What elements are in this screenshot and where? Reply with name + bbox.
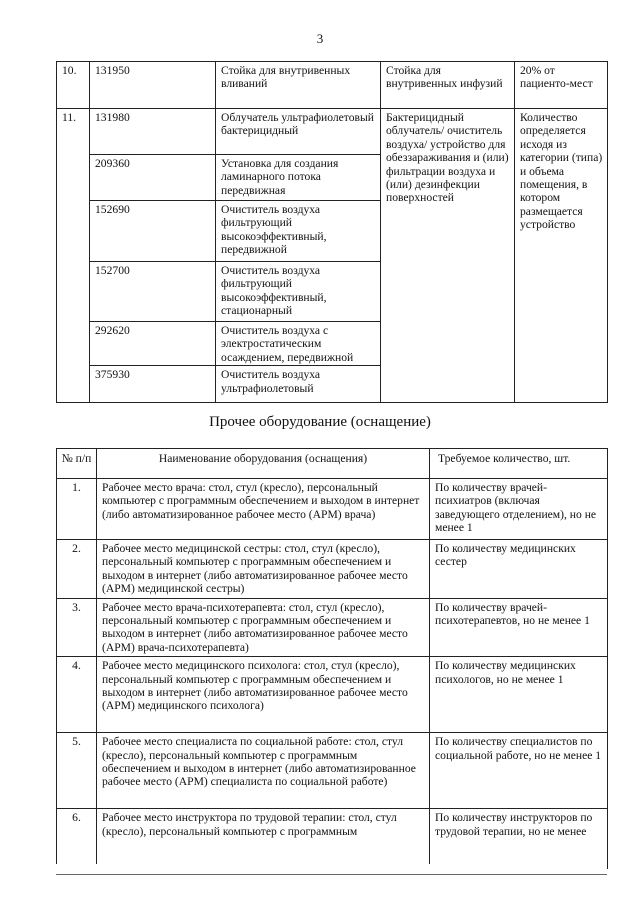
row-number: 2. (57, 540, 97, 599)
table-row (57, 109, 608, 155)
required-quantity: Количество определяется исходя из категории (типа) и объема помещения, в котором размещается устройство (515, 109, 608, 403)
row-number: 4. (57, 657, 97, 733)
required-quantity: По количеству врачей-психиатров (включая заведующего отделением), но не менее 1 (430, 479, 608, 540)
other-equipment-table (56, 448, 608, 869)
required-quantity: По количеству медицинских психологов, но не менее 1 (430, 657, 608, 733)
equipment-code: 152700 (90, 262, 216, 322)
equipment-name: Рабочее место специалиста по социальной работе: стол, стул (кресло), персональный компьютер с программным обеспечением и выходом в интернет (либо автоматизированное рабочее место (АРМ) специалиста по социальной работе) (97, 733, 430, 809)
header-quantity: Требуемое количество, шт. (430, 449, 608, 479)
row-number: 5. (57, 733, 97, 809)
header-name: Наименование оборудования (оснащения) (97, 449, 430, 479)
table-row (57, 809, 608, 869)
table-row (57, 62, 608, 109)
equipment-name: Стойка для внутривенных вливаний (216, 62, 381, 109)
equipment-code: 131980 (90, 109, 216, 155)
row-number: 10. (57, 62, 90, 109)
required-quantity: 20% от пациенто-мест (515, 62, 608, 109)
equipment-code: 131950 (90, 62, 216, 109)
equipment-name: Облучатель ультрафиолетовый бактерицидный (216, 109, 381, 155)
equipment-name: Рабочее место врача-психотерапевта: стол, стул (кресло), персональный компьютер с программным обеспечением и выходом в интернет (либо автоматизированное рабочее место (АРМ) врача-психотерапевта) (97, 598, 430, 657)
section-title: Прочее оборудование (оснащение) (209, 414, 431, 430)
equipment-name: Установка для создания ламинарного потока передвижная (216, 155, 381, 201)
row-number: 6. (57, 809, 97, 869)
equipment-name: Рабочее место врача: стол, стул (кресло), персональный компьютер с программным обеспечением и выходом в интернет (либо автоматизированное рабочее место (АРМ) врача) (97, 479, 430, 540)
equipment-name: Рабочее место инструктора по трудовой терапии: стол, стул (кресло), персональный компьютер с программным (97, 809, 430, 869)
equipment-code: 292620 (90, 322, 216, 366)
table-row (57, 479, 608, 540)
equipment-name: Очиститель воздуха с электростатическим осаждением, передвижной (216, 322, 381, 366)
equipment-code: 375930 (90, 366, 216, 403)
equipment-name: Очиститель воздуха фильтрующий высокоэффективный, передвижной (216, 201, 381, 262)
equipment-name: Рабочее место медицинской сестры: стол, стул (кресло), персональный компьютер с программным обеспечением и выходом в интернет (либо автоматизированное рабочее место (АРМ) медицинской сестры) (97, 540, 430, 599)
required-quantity: По количеству специалистов по социальной работе, но не менее 1 (430, 733, 608, 809)
equipment-type: Бактерицидный облучатель/ очиститель воздуха/ устройство для обеззараживания и (или) фильтрации воздуха и (или) дезинфекции поверхностей (381, 109, 515, 403)
equipment-name: Очиститель воздуха ультрафиолетовый (216, 366, 381, 403)
required-quantity: По количеству медицинских сестер (430, 540, 608, 599)
table-row (57, 733, 608, 809)
table-header-row (57, 449, 608, 479)
equipment-code: 209360 (90, 155, 216, 201)
equipment-type: Стойка для внутривенных инфузий (381, 62, 515, 109)
row-number: 11. (57, 109, 90, 403)
header-number: № п/п (57, 449, 97, 479)
required-quantity: По количеству врачей-психотерапевтов, но не менее 1 (430, 598, 608, 657)
table-row (57, 598, 608, 657)
required-quantity: По количеству инструкторов по трудовой терапии, но не менее (430, 809, 608, 869)
page-bottom-margin (56, 864, 607, 905)
equipment-name: Рабочее место медицинского психолога: стол, стул (кресло), персональный компьютер с программным обеспечением и выходом в интернет (либо автоматизированное рабочее место (АРМ) медицинского психолога) (97, 657, 430, 733)
page-number: 3 (316, 31, 324, 46)
equipment-code: 152690 (90, 201, 216, 262)
table-row (57, 657, 608, 733)
row-number: 1. (57, 479, 97, 540)
table-row (57, 540, 608, 599)
equipment-table (56, 61, 608, 403)
row-number: 3. (57, 598, 97, 657)
equipment-name: Очиститель воздуха фильтрующий высокоэффективный, стационарный (216, 262, 381, 322)
page-bottom-rule (56, 874, 607, 875)
